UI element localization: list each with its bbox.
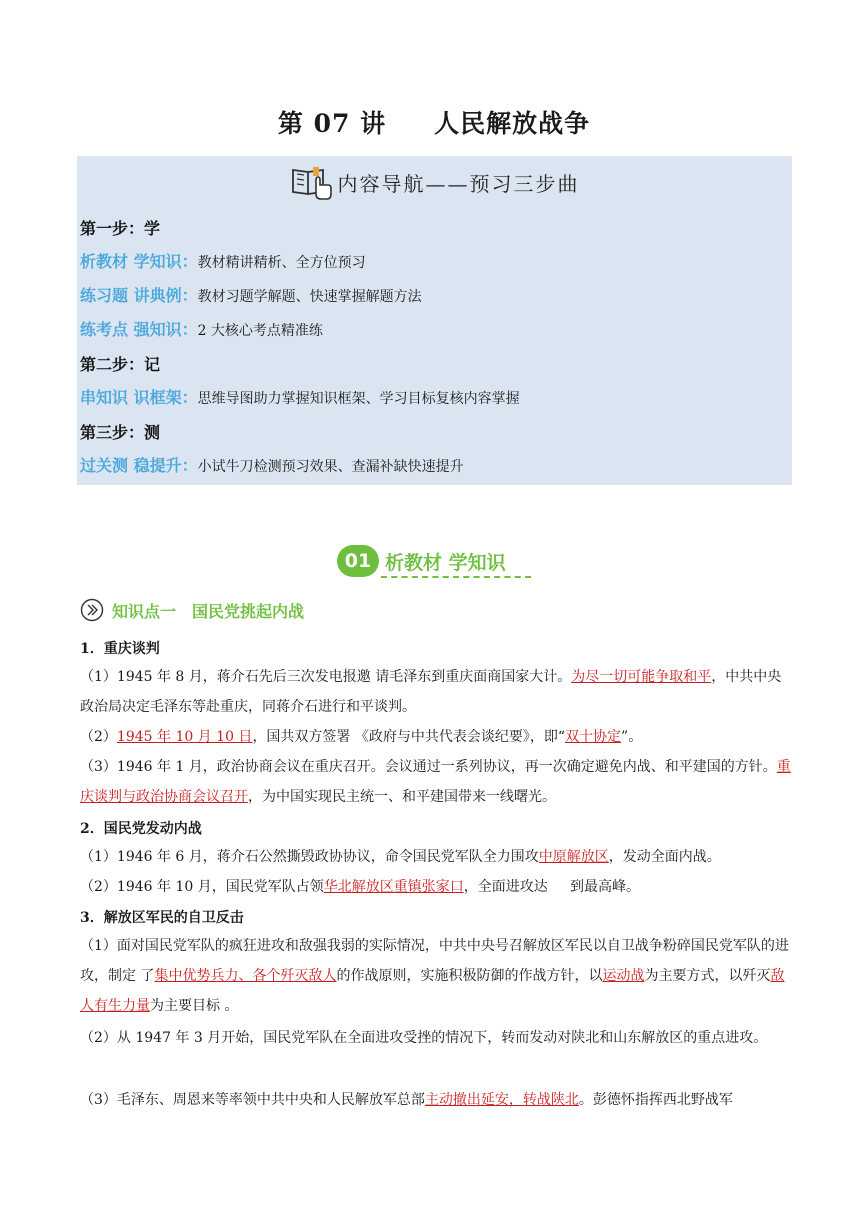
paragraph-5 <box>80 872 792 902</box>
text-run: （2）1946 年 10 月，国民党军队占领 <box>80 879 324 895</box>
text-run: 为主要目标 。 <box>150 998 239 1014</box>
nav-item-tag: 练习题 讲典例： <box>80 286 198 305</box>
nav-item-tag: 串知识 识框架： <box>80 388 198 407</box>
key-phrase: 华北解放区重镇张家口 <box>323 879 464 895</box>
content-navigation-box <box>77 156 792 485</box>
nav-item-tag: 析教材 学知识： <box>80 252 198 271</box>
section-number-badge: 01 <box>337 545 379 577</box>
section-divider <box>381 576 531 578</box>
heading-chongqing-negotiation: 1．重庆谈判 <box>80 641 160 657</box>
paragraph-8 <box>80 1085 792 1115</box>
heading-self-defense: 3．解放区军民的自卫反击 <box>80 910 244 926</box>
text-run: （1）1946 年 6 月，蒋介石公然撕毁政协协议，命令国民党军队全力围攻 <box>80 849 539 865</box>
text-run: ，中共中央政治局决定毛泽东等赴重庆，同蒋介石进行和平谈判。 <box>80 669 782 715</box>
nav-item-text: 思维导图助力掌握知识框架、学习目标复核内容掌握 <box>197 391 520 407</box>
paragraph-1 <box>80 662 792 722</box>
paragraph-6 <box>80 931 792 1021</box>
nav-item-text: 2 大核心考点精准练 <box>197 323 323 339</box>
key-phrase: 重庆谈判与政治协商会议召开 <box>80 759 791 805</box>
text-run: （1）面对国民党军队的疯狂进攻和敌强我弱的实际情况，中共中央号召解放区军民以自卫战争粉碎国民党军队的进攻，制定 了 <box>80 938 789 984</box>
text-run: 为主要方式，以歼灭 <box>644 968 771 984</box>
key-phrase: 主动撤出延安，转战陕北 <box>424 1092 579 1108</box>
text-run: ，为中国实现民主统一、和平建国带来一线曙光。 <box>248 789 556 805</box>
key-phrase: 双十协定 <box>565 729 622 745</box>
text-run: （2） <box>80 729 117 745</box>
lecture-topic: 人民解放战争 <box>434 109 591 138</box>
key-phrase: 集中优势兵力、各个歼灭敌人 <box>154 968 337 984</box>
paragraph-7: （2）从 1947 年 3 月开始，国民党军队在全面进攻受挫的情况下，转而发动对陕北和山东解放区的重点进攻。 <box>80 1030 768 1046</box>
text-run: ，全面进攻达 到最高峰。 <box>463 879 640 895</box>
paragraph-4 <box>80 842 792 872</box>
text-run: ，发动全面内战。 <box>608 849 721 865</box>
nav-item-key-points <box>80 317 323 340</box>
text-run: 。彭德怀指挥西北野战军 <box>578 1092 733 1108</box>
heading-civil-war-launched: 2．国民党发动内战 <box>80 821 202 837</box>
text-run: 的作战原则，实施积极防御的作战方针，以 <box>336 968 603 984</box>
text-run: （3）毛泽东、周恩来等率领中共中央和人民解放军总部 <box>80 1092 425 1108</box>
arrow-circle-icon <box>80 598 104 622</box>
key-phrase: 1945 年 10 月 10 日 <box>116 729 253 745</box>
nav-item-study <box>80 249 366 272</box>
section-header <box>337 541 506 581</box>
paragraph-3 <box>80 752 792 812</box>
nav-item-text: 教材习题学解题、快速掌握解题方法 <box>197 289 422 305</box>
page-title <box>0 104 868 140</box>
section-title: 析教材 学知识 <box>385 551 506 574</box>
key-phrase: 中原解放区 <box>538 849 609 865</box>
paragraph-2 <box>80 722 792 752</box>
step-one-heading: 第一步：学 <box>80 219 161 238</box>
knowledge-point-heading <box>80 598 304 622</box>
key-phrase: 为尽一切可能争取和平 <box>571 669 712 685</box>
text-run: ”。 <box>621 729 643 745</box>
text-run: （3）1946 年 1 月，政治协商会议在重庆召开。会议通过一系列协议，再一次确定避免内战、和平建国的方针。 <box>80 759 777 775</box>
knowledge-point-title: 国民党挑起内战 <box>192 601 305 621</box>
text-run: ，国共双方签署 《政府与中共代表会谈纪要》，即“ <box>252 729 566 745</box>
nav-item-text: 教材精讲精析、全方位预习 <box>197 255 366 271</box>
nav-heading <box>77 164 792 200</box>
step-two-heading: 第二步：记 <box>80 355 161 374</box>
nav-item-tag: 过关测 稳提升： <box>80 456 198 475</box>
knowledge-point-label: 知识点一 <box>112 601 177 621</box>
nav-item-test <box>80 453 464 476</box>
key-phrase: 敌人有生力量 <box>80 968 785 1014</box>
lecture-number: 第 07 讲 <box>277 109 387 138</box>
nav-heading-text: 内容导航——预习三步曲 <box>337 171 580 196</box>
step-three-heading: 第三步：测 <box>80 423 161 442</box>
nav-item-text: 小试牛刀检测预习效果、查漏补缺快速提升 <box>197 459 464 475</box>
nav-item-framework <box>80 385 520 408</box>
nav-item-practice <box>80 283 422 306</box>
nav-item-tag: 练考点 强知识： <box>80 320 198 339</box>
book-pointer-icon <box>290 164 334 200</box>
text-run: （1）1945 年 8 月，蒋介石先后三次发电报邀 请毛泽东到重庆面商国家大计。 <box>80 669 572 685</box>
key-phrase: 运动战 <box>602 968 645 984</box>
